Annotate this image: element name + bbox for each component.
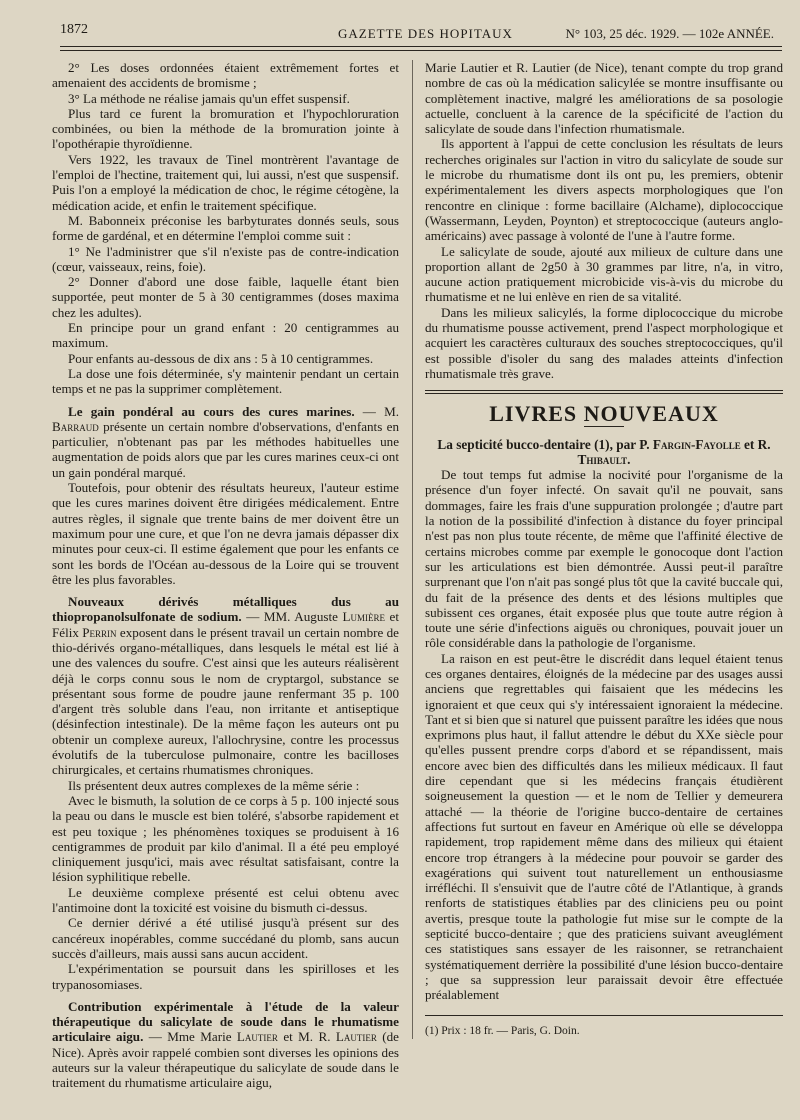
section-title: Contribution expérimentale à l'étude de la valeur thérapeutique du salicylate de soude dans le rhumatisme articulaire aigu.: [52, 998, 399, 1045]
paragraph: Dans les milieux salicylés, la forme diplococcique du microbe du rhumatisme pousse activement, prend l'aspect morphologique et acquiert les caractères culturaux des souches streptococciques, qu'il est possible d'isoler du sang des malades atteints d'infection rhumatismale très grave.: [425, 304, 783, 381]
section-gain-ponderal: [52, 404, 399, 480]
conjunction-text: et Félix: [52, 609, 399, 640]
section-body: présente un certain nombre d'observations, d'enfants en particulier, n'obtenant pas par les méthodes habituelles une augmentation de poids alors que par les cures marines ceux-ci ont un gain pondéral marqué.: [52, 418, 399, 480]
page-number: 1872: [60, 22, 88, 37]
left-column: [52, 60, 399, 1091]
paragraph: 2° Donner d'abord une dose faible, laquelle étant bien supportée, peut monter de 5 à 30 centigrammes (doses maxima chez les adultes).: [52, 274, 399, 320]
paragraph: La raison en est peut-être le discrédit dans lequel étaient tenus ces organes dentaires, éloignés de la médecine par des usages aussi anciens que regrettables qui faisaient que les médecins les ignoraient et que ceux qui s'y intéressaient ignoraient la médecine. Tant et si bien que si naturel que puissent paraître les idées que nous exprimons plus haut, il fallut attendre le début du XXe siècle pour qu'elles pussent prendre corps d'abord et se répandissent, mais encore avec bien des difficultés dans les milieux médicaux. Il faut dire cependant que si les médecins français étudièrent soigneusement la question — et le nom de Tellier y demeurera attaché — la théorie de l'origine bucco-dentaire de certaines affections fut surtout en faveur en Amérique où elle se développa rapidement, trop rapidement même dans des milieux qui étaient encore trop étrangers à la médecine pour pouvoir se garder des exagérations qui suivent tout naturellement un enthousiasme irréfléchi. Il s'ensuivit que de l'autre côté de l'Atlantique, à grands renforts de statistiques établies par des cliniciens peu ou point avertis, presque toute la pathologie fut mise sur le compte de la septicité bucco-dentaire ; que des praticiens suivant aveuglément ces statistiques sans essayer de les raisonner, se retranchaient systématiquement derrière la possibilité d'une lésion bucco-dentaire ; que sa suppression leur paraissait devoir être effectuée préalablement: [425, 650, 783, 1003]
paragraph: L'expérimentation se poursuit dans les spirilloses et les trypanosomiases.: [52, 961, 399, 992]
paragraph: 2° Les doses ordonnées étaient extrêmement fortes et amenaient des accidents de bromisme ;: [52, 60, 399, 91]
paragraph: La dose une fois déterminée, s'y maintenir pendant un certain temps et ne pas la supprimer complètement.: [52, 365, 399, 397]
header-rule-bottom: [60, 50, 782, 51]
author-name: Lautier: [236, 1029, 278, 1045]
paragraph: Avec le bismuth, la solution de ce corps à 5 p. 100 injecté sous la peau ou dans le muscle est bien toléré, s'absorbe rapidement et est peu toxique ; les phénomènes toxiques se produisent à 16 centigrammes de produit par kilo d'animal. Il a été peu employé cliniquement jusqu'ici, mais avec résultat satisfaisant, contre la lésion syphilitique rebelle.: [52, 792, 399, 885]
author-name: Lumière: [342, 609, 385, 625]
section-body: exposent dans le présent travail un certain nombre de thio-dérivés organo-métalliques, dans lesquels le métal est lié à une des valences du soufre. C'est ainsi que les auteurs réalisèrent déjà le corps connu sous le nom de cryptargol, substance se présentant sous forme de poudre jaune renfermant 35 p. 100 d'argent très soluble dans l'eau, non irritante et antiseptique (désinfection intestinale). De la même façon les auteurs ont pu obtenir un complexe aureux, l'allochrysine, contre les processus évolutifs de la tuberculose pulmonaire, contre les bacilloses chirurgicales, et certains rhumatismes chroniques.: [52, 624, 399, 778]
paragraph: Ce dernier dérivé a été utilisé jusqu'à présent sur des cancéreux inopérables, comme succédané du plomb, sans aucun succès d'ailleurs, mais aussi sans aucun accident.: [52, 915, 399, 961]
paragraph: Le deuxième complexe présenté est celui obtenu avec l'antimoine dont la toxicité est voisine du bismuth ci-dessus.: [52, 884, 399, 916]
section-divider: [425, 390, 783, 394]
paragraph: Le salicylate de soude, ajouté aux milieux de culture dans une proportion allant de 2g50 à 30 grammes par litre, n'a, in vitro, aucune action pratiquement microbicide vis-à-vis du microbe du rhumatisme et ne lui enlève en rien de sa vitalité.: [425, 243, 783, 305]
section-heading-livres-nouveaux: LIVRES NOUVEAUX: [489, 401, 719, 427]
paragraph: Toutefois, pour obtenir des résultats heureux, l'auteur estime que les cures marines doivent être dirigées médicalement. Entre autres règles, il signale que trente bains de mer doivent être un maximum pour une cure, et que l'on ne devra jamais dépasser dix minutes pour ceux-ci. Il estime également que pour les enfants ce sont les bords de l'Océan au-dessous de la Loire qui se trouvent être les plus favorables.: [52, 480, 399, 587]
paragraph: Vers 1922, les travaux de Tinel montrèrent l'avantage de l'emploi de l'hectine, traitement qui, lui aussi, n'est que suspensif. Puis l'on a employé la médication de choc, le régime cétogène, la médication acide, et enfin le traitement spécifique.: [52, 151, 399, 213]
footnote-rule: [425, 1015, 783, 1016]
book-note: (1), par P.: [590, 436, 653, 452]
section-body: (de Nice). Après avoir rappelé combien sont diverses les opinions des auteurs sur la valeur thérapeutique du salicylate de soude dans le traitement du rhumatisme articulaire aigu,: [52, 1029, 399, 1091]
section-title: Nouveaux dérivés métalliques dus au thiopropanolsulfonate de sodium.: [52, 594, 399, 625]
dash-text: — M.: [354, 403, 399, 419]
dash-text: — Mme Marie: [143, 1029, 237, 1045]
section-salicylate: [52, 999, 399, 1091]
footnote: (1) Prix : 18 fr. — Paris, G. Doin.: [425, 1024, 580, 1037]
paragraph: Marie Lautier et R. Lautier (de Nice), tenant compte du trop grand nombre de cas où la médication salicylée se montre insuffisante ou complètement inactive, malgré les améliorations de sa posologie actuelle, concluent à la carence de la spécificité de l'action du salicylate de soude dans l'infection rhumatismale.: [425, 60, 783, 137]
paragraph: M. Babonneix préconise les barbyturates donnés seuls, sous forme de gardénal, et en détermine l'emploi comme suit :: [52, 212, 399, 244]
conjunction-text: et R.: [740, 436, 771, 452]
paragraph: Ils apportent à l'appui de cette conclusion les résultats de leurs recherches originales sur l'action in vitro du salicylate de soude sur le microbe du rhumatisme dont ils ont pu, les premiers, obtenir expérimentalement les divers aspects morphologiques que l'on rencontre en clinique : forme bacillaire (Alchame), diplococcique (Wassermann, Leyden, Poynton) et streptococcique (auteurs anglo-américains) avec passage à volonté de l'une à l'autre forme.: [425, 136, 783, 244]
paragraph: Ils présentent deux autres complexes de la même série :: [68, 777, 360, 793]
author-name: Lautier: [335, 1029, 377, 1045]
paragraph: Plus tard ce furent la bromuration et l'hypochloruration combinées, ou bien la méthode de la bromuration jointe à l'opothérapie thyroïdienne.: [52, 105, 399, 152]
paragraph: De tout temps fut admise la nocivité pour l'organisme de la présence d'un foyer infecté. On savait qu'il ne pouvait, sans dommages, faire les frais d'une suppuration prolongée ; d'autre part la notion de la possibilité d'infection à distance du foyer principal n'est pas non plus toute récente, de même que l'affinité élective de certains microbes comme par exemple le gonocoque dont l'action sur les articulations est bien démontrée. Aussi peut-il paraître surprenant que l'on n'ait pas songé plus tôt que la cavité buccale qui, du fait de la présence des dents et des lésions multiples que subissent ces organes, était exposée plus que toute autre région à toute une série d'infections aiguës ou chroniques, pouvait jouer un rôle considérable dans la pathologie de l'organisme.: [425, 467, 783, 651]
right-column: [412, 60, 783, 1039]
author-name: Fargin-Fayolle: [652, 436, 741, 452]
section-title: Le gain pondéral au cours des cures marines.: [68, 403, 355, 419]
book-title: La septicité bucco-dentaire: [437, 436, 591, 452]
paragraph: 3° La méthode ne réalise jamais qu'un effet suspensif.: [68, 90, 350, 106]
author-name: Thibault: [577, 451, 628, 467]
journal-title: GAZETTE DES HOPITAUX: [338, 26, 513, 41]
section-derives-metalliques: [52, 594, 399, 778]
paragraph: 1° Ne l'administrer que s'il n'existe pas de contre-indication (cœur, vaisseaux, reins, foie).: [52, 243, 399, 274]
paragraph: Pour enfants au-dessous de dix ans : 5 à 10 centigrammes.: [68, 350, 374, 366]
running-header: [60, 22, 774, 44]
author-name: Perrin: [82, 624, 117, 640]
conjunction-text: et M. R.: [277, 1029, 336, 1045]
paragraph: En principe pour un grand enfant : 20 centigrammes au maximum.: [52, 320, 399, 351]
book-title-end: .: [627, 451, 631, 467]
dash-text: — MM. Auguste: [241, 609, 343, 625]
author-name: Barraud: [52, 418, 99, 434]
book-review-title: [425, 437, 783, 468]
header-rule-top: [60, 46, 782, 47]
issue-info: N° 103, 25 déc. 1929. — 102e ANNÉE.: [565, 26, 774, 41]
